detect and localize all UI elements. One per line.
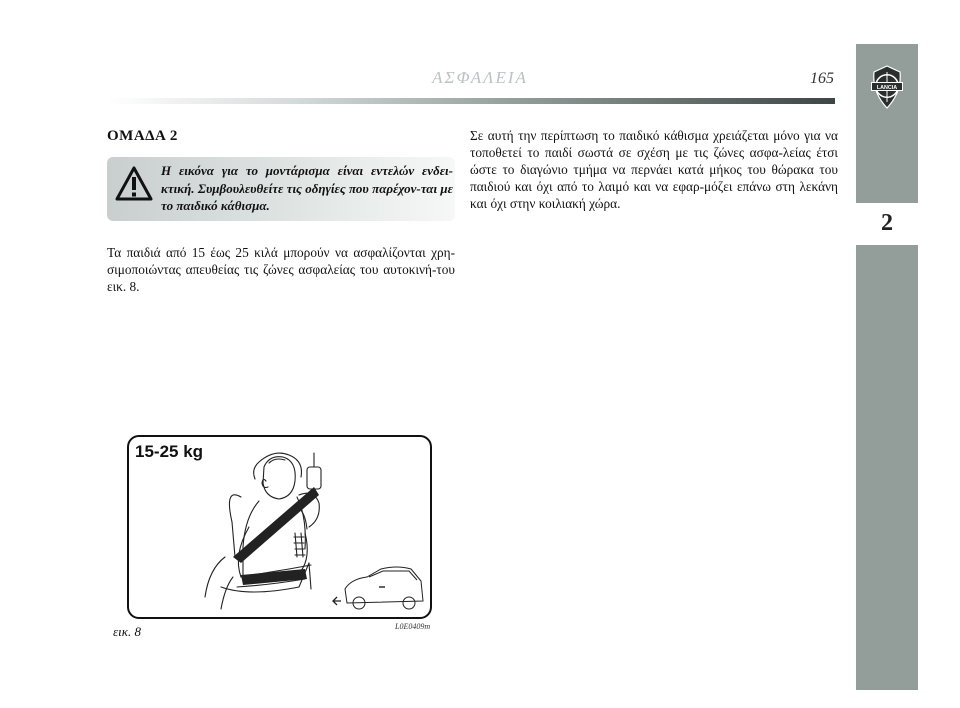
body-paragraph-left: Τα παιδιά από 15 έως 25 κιλά μπορούν να ασφαλίζονται χρη-σιμοποιώντας απευθείας τις ζώνες ασφαλείας του αυτοκινή-του εικ. 8. [107,245,455,294]
section-heading: ΟΜΑΔΑ 2 [107,128,178,144]
figure-code: L0E0409m [395,622,431,631]
chapter-sidebar [856,44,918,690]
header-title: ΑΣΦΑΛΕΙΑ [432,68,528,87]
warning-text: Η εικόνα για το μοντάρισμα είναι εντελών ενδει-κτική. Συμβουλευθείτε τις οδηγίες που παρέχον-ται με το παιδικό κάθισμα. [161,163,453,213]
page-number: 165 [810,70,834,87]
body-paragraph-right: Σε αυτή την περίπτωση το παιδικό κάθισμα χρειάζεται μόνο για να τοποθετεί το παιδί σωστά σε σχέση με τις ζώνες ασφα-λείας έτσι ώστε το διαγώνιο τμήμα να περνάει κατά μήκος του θώρακα του παιδιού και όχι από το λαιμό και να εφαρ-μόζει επάνω στη λεκάνη και όχι στην κοιλιακή χώρα. [470,128,838,211]
lancia-logo-text: LANCIA [876,85,898,91]
car-silhouette-icon [345,567,423,609]
lancia-logo-icon [856,44,918,129]
figure-weight-label: 15-25 kg [135,442,204,461]
child-seat-illustration [129,437,430,617]
header-rule [108,98,835,104]
warning-triangle-icon [115,166,153,202]
figure-caption: εικ. 8 [113,624,141,639]
chapter-number: 2 [881,210,893,236]
direction-arrow-icon [333,597,341,605]
